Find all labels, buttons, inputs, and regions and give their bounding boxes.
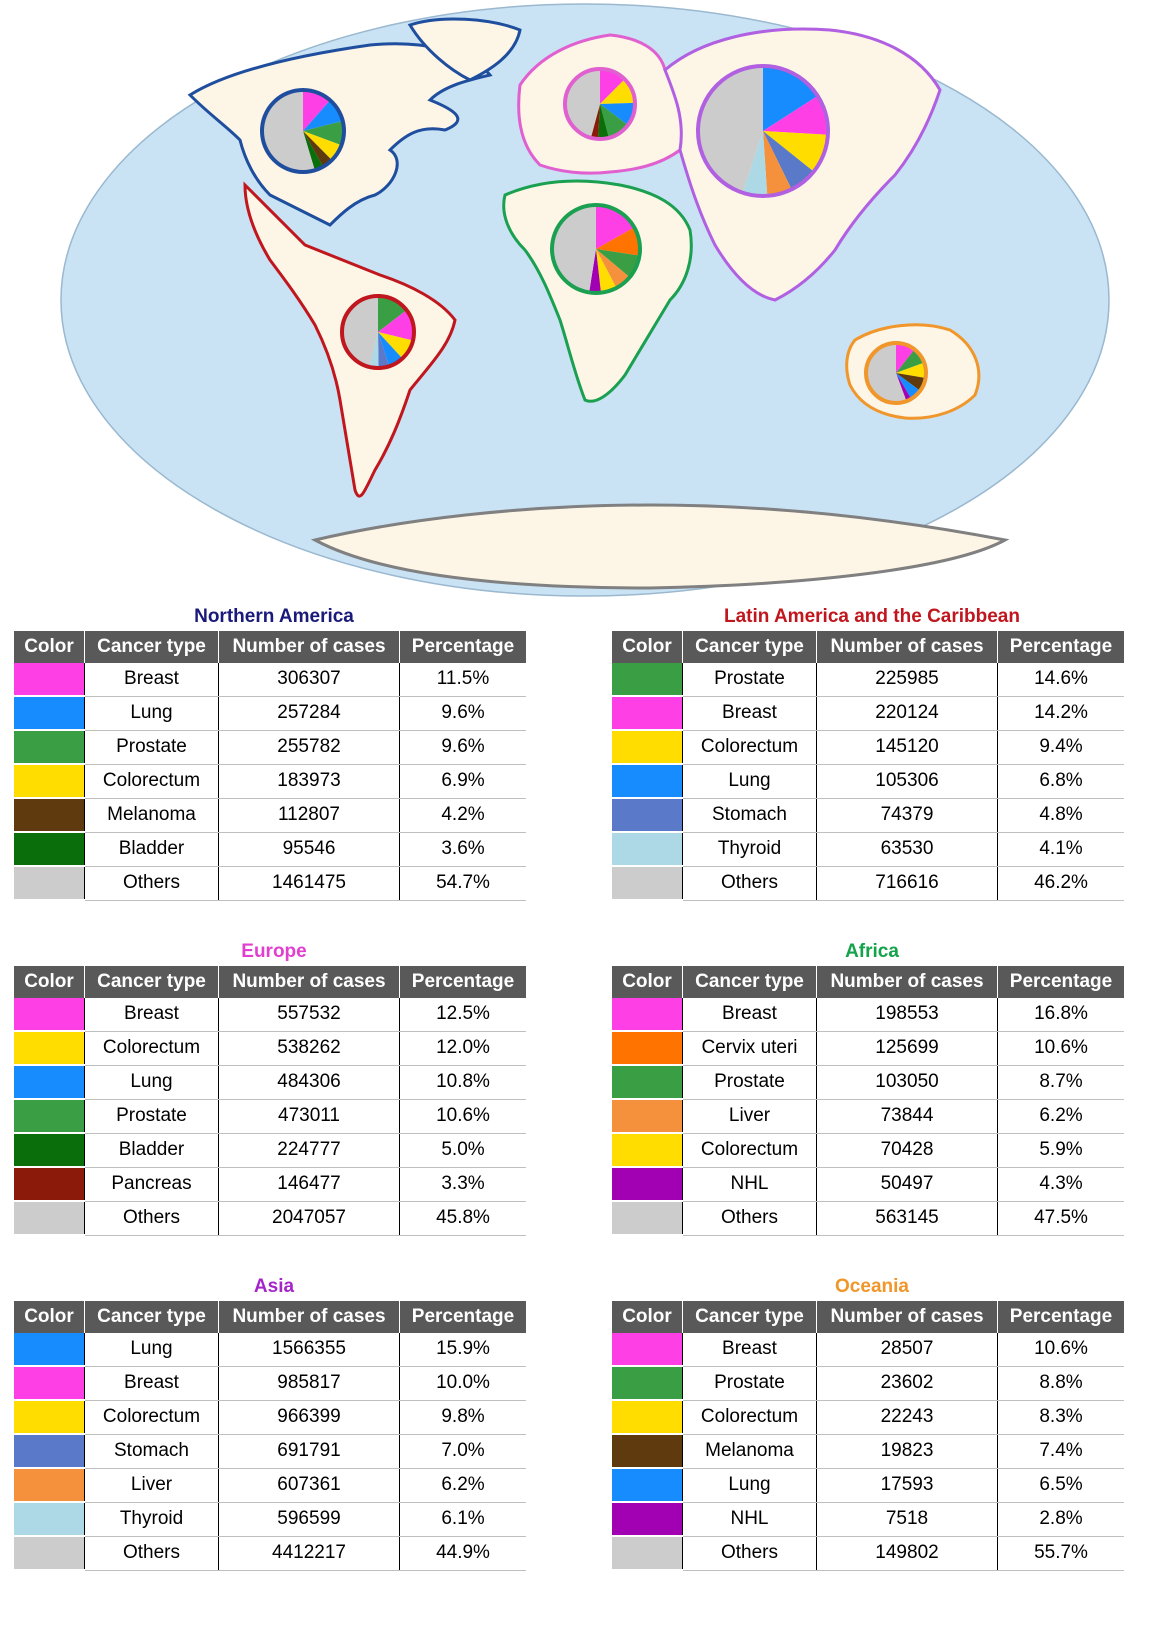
color-swatch — [612, 1031, 683, 1065]
color-swatch — [14, 1065, 85, 1099]
percentage-cell: 4.2% — [400, 798, 527, 832]
header-percentage: Percentage — [998, 966, 1125, 998]
table-row — [612, 1099, 1124, 1133]
cancer-type-cell: Cervix uteri — [683, 1031, 817, 1065]
table-row — [612, 1167, 1124, 1201]
table-row — [14, 764, 526, 798]
cancer-type-cell: Melanoma — [85, 798, 219, 832]
header-cancer-type: Cancer type — [683, 1301, 817, 1333]
region-northern-america — [14, 603, 534, 901]
table-row — [14, 1536, 526, 1570]
cancer-type-cell: Colorectum — [85, 1400, 219, 1434]
cases-cell: 985817 — [219, 1366, 400, 1400]
cases-cell: 50497 — [817, 1167, 998, 1201]
cancer-type-cell: Lung — [85, 1333, 219, 1366]
color-swatch — [612, 832, 683, 866]
color-swatch — [612, 1536, 683, 1570]
cases-cell: 23602 — [817, 1366, 998, 1400]
color-swatch — [612, 1333, 683, 1366]
table-row — [612, 1400, 1124, 1434]
cases-cell: 73844 — [817, 1099, 998, 1133]
cases-cell: 70428 — [817, 1133, 998, 1167]
region-africa — [612, 938, 1132, 1236]
header-color: Color — [14, 966, 85, 998]
color-swatch — [14, 1333, 85, 1366]
cases-cell: 198553 — [817, 998, 998, 1031]
cases-cell: 145120 — [817, 730, 998, 764]
cancer-type-cell: Bladder — [85, 1133, 219, 1167]
percentage-cell: 16.8% — [998, 998, 1125, 1031]
pie-northern-america — [262, 90, 344, 172]
header-color: Color — [14, 1301, 85, 1333]
cases-cell: 224777 — [219, 1133, 400, 1167]
color-swatch — [14, 663, 85, 696]
cancer-type-cell: Prostate — [683, 1366, 817, 1400]
percentage-cell: 8.7% — [998, 1065, 1125, 1099]
cancer-type-cell: Liver — [85, 1468, 219, 1502]
table-row — [14, 1434, 526, 1468]
cancer-type-cell: Colorectum — [683, 1400, 817, 1434]
cases-cell: 74379 — [817, 798, 998, 832]
color-swatch — [612, 1065, 683, 1099]
table-row — [14, 798, 526, 832]
cases-cell: 112807 — [219, 798, 400, 832]
percentage-cell: 14.2% — [998, 696, 1125, 730]
cancer-type-cell: Thyroid — [683, 832, 817, 866]
percentage-cell: 12.5% — [400, 998, 527, 1031]
cases-cell: 257284 — [219, 696, 400, 730]
table-row — [14, 1099, 526, 1133]
table-row — [14, 1502, 526, 1536]
cases-cell: 563145 — [817, 1201, 998, 1235]
cases-cell: 4412217 — [219, 1536, 400, 1570]
color-swatch — [14, 764, 85, 798]
cancer-type-cell: Others — [683, 1201, 817, 1235]
header-cancer-type: Cancer type — [85, 966, 219, 998]
cancer-type-cell: Prostate — [683, 1065, 817, 1099]
cancer-type-cell: Colorectum — [683, 1133, 817, 1167]
percentage-cell: 11.5% — [400, 663, 527, 696]
table-row — [14, 1400, 526, 1434]
table-row — [612, 866, 1124, 900]
color-swatch — [14, 1099, 85, 1133]
color-swatch — [14, 1366, 85, 1400]
cancer-type-cell: Stomach — [85, 1434, 219, 1468]
header-cancer-type: Cancer type — [683, 631, 817, 663]
table-row — [14, 1065, 526, 1099]
percentage-cell: 8.3% — [998, 1400, 1125, 1434]
table-row — [612, 1065, 1124, 1099]
color-swatch — [14, 798, 85, 832]
percentage-cell: 7.4% — [998, 1434, 1125, 1468]
header-cancer-type: Cancer type — [85, 631, 219, 663]
table-row — [14, 1031, 526, 1065]
cases-cell: 1566355 — [219, 1333, 400, 1366]
cases-cell: 557532 — [219, 998, 400, 1031]
table-row — [612, 1434, 1124, 1468]
cancer-type-cell: Others — [85, 1201, 219, 1235]
percentage-cell: 6.2% — [400, 1468, 527, 1502]
header-cancer-type: Cancer type — [85, 1301, 219, 1333]
color-swatch — [14, 730, 85, 764]
percentage-cell: 10.6% — [400, 1099, 527, 1133]
percentage-cell: 7.0% — [400, 1434, 527, 1468]
cancer-type-cell: Stomach — [683, 798, 817, 832]
cancer-type-cell: Breast — [85, 998, 219, 1031]
cancer-table — [612, 966, 1124, 1236]
color-swatch — [612, 1434, 683, 1468]
table-row — [14, 866, 526, 900]
cases-cell: 306307 — [219, 663, 400, 696]
cancer-type-cell: Prostate — [683, 663, 817, 696]
table-row — [612, 730, 1124, 764]
color-swatch — [612, 1167, 683, 1201]
table-row — [612, 1366, 1124, 1400]
percentage-cell: 9.4% — [998, 730, 1125, 764]
color-swatch — [14, 1536, 85, 1570]
percentage-cell: 46.2% — [998, 866, 1125, 900]
color-swatch — [612, 998, 683, 1031]
color-swatch — [14, 832, 85, 866]
percentage-cell: 10.6% — [998, 1333, 1125, 1366]
color-swatch — [612, 1201, 683, 1235]
table-row — [14, 730, 526, 764]
percentage-cell: 10.6% — [998, 1031, 1125, 1065]
region-oceania — [612, 1273, 1132, 1571]
percentage-cell: 9.6% — [400, 696, 527, 730]
cancer-type-cell: Breast — [683, 696, 817, 730]
color-swatch — [612, 1133, 683, 1167]
cancer-table — [14, 631, 526, 901]
percentage-cell: 5.0% — [400, 1133, 527, 1167]
table-row — [612, 663, 1124, 696]
color-swatch — [612, 696, 683, 730]
cancer-table — [14, 966, 526, 1236]
cases-cell: 716616 — [817, 866, 998, 900]
percentage-cell: 12.0% — [400, 1031, 527, 1065]
header-color: Color — [14, 631, 85, 663]
header-percentage: Percentage — [998, 631, 1125, 663]
region-title: Northern America — [194, 606, 354, 627]
header-percentage: Percentage — [400, 966, 527, 998]
table-row — [14, 832, 526, 866]
color-swatch — [14, 1167, 85, 1201]
percentage-cell: 8.8% — [998, 1366, 1125, 1400]
table-row — [14, 1366, 526, 1400]
table-row — [612, 1333, 1124, 1366]
header-color: Color — [612, 1301, 683, 1333]
cases-cell: 63530 — [817, 832, 998, 866]
header-cancer-type: Cancer type — [683, 966, 817, 998]
color-swatch — [612, 764, 683, 798]
table-row — [14, 663, 526, 696]
color-swatch — [612, 730, 683, 764]
header-number-of-cases: Number of cases — [219, 631, 400, 663]
percentage-cell: 4.1% — [998, 832, 1125, 866]
world-map — [0, 0, 1162, 610]
color-swatch — [14, 866, 85, 900]
color-swatch — [612, 663, 683, 696]
color-swatch — [612, 1400, 683, 1434]
cancer-type-cell: Others — [85, 1536, 219, 1570]
cancer-type-cell: Breast — [85, 663, 219, 696]
table-row — [612, 764, 1124, 798]
cancer-type-cell: Breast — [85, 1366, 219, 1400]
cases-cell: 596599 — [219, 1502, 400, 1536]
cases-cell: 1461475 — [219, 866, 400, 900]
cases-cell: 19823 — [817, 1434, 998, 1468]
cases-cell: 538262 — [219, 1031, 400, 1065]
cases-cell: 28507 — [817, 1333, 998, 1366]
region-title: Latin America and the Caribbean — [724, 606, 1020, 627]
color-swatch — [612, 1502, 683, 1536]
cancer-type-cell: Colorectum — [85, 1031, 219, 1065]
color-swatch — [14, 1434, 85, 1468]
percentage-cell: 4.3% — [998, 1167, 1125, 1201]
color-swatch — [14, 1400, 85, 1434]
cases-cell: 95546 — [219, 832, 400, 866]
header-number-of-cases: Number of cases — [817, 1301, 998, 1333]
pie-africa — [552, 205, 640, 293]
percentage-cell: 45.8% — [400, 1201, 527, 1235]
cases-cell: 103050 — [817, 1065, 998, 1099]
percentage-cell: 6.2% — [998, 1099, 1125, 1133]
table-row — [612, 1201, 1124, 1235]
color-swatch — [612, 1468, 683, 1502]
table-row — [14, 1201, 526, 1235]
cases-cell: 22243 — [817, 1400, 998, 1434]
cases-cell: 966399 — [219, 1400, 400, 1434]
percentage-cell: 3.3% — [400, 1167, 527, 1201]
percentage-cell: 6.8% — [998, 764, 1125, 798]
region-europe — [14, 938, 534, 1236]
percentage-cell: 55.7% — [998, 1536, 1125, 1570]
table-row — [14, 998, 526, 1031]
table-row — [14, 1167, 526, 1201]
cases-cell: 255782 — [219, 730, 400, 764]
table-row — [14, 696, 526, 730]
cancer-type-cell: Lung — [683, 1468, 817, 1502]
cancer-type-cell: Others — [683, 866, 817, 900]
table-row — [612, 1031, 1124, 1065]
cases-cell: 220124 — [817, 696, 998, 730]
percentage-cell: 15.9% — [400, 1333, 527, 1366]
cancer-type-cell: Others — [85, 866, 219, 900]
header-color: Color — [612, 966, 683, 998]
percentage-cell: 10.0% — [400, 1366, 527, 1400]
cancer-type-cell: Lung — [85, 1065, 219, 1099]
table-row — [612, 998, 1124, 1031]
header-number-of-cases: Number of cases — [817, 631, 998, 663]
pie-asia — [698, 66, 828, 196]
table-row — [612, 832, 1124, 866]
header-color: Color — [612, 631, 683, 663]
cases-cell: 225985 — [817, 663, 998, 696]
percentage-cell: 6.5% — [998, 1468, 1125, 1502]
table-row — [14, 1468, 526, 1502]
header-number-of-cases: Number of cases — [219, 1301, 400, 1333]
percentage-cell: 14.6% — [998, 663, 1125, 696]
cancer-type-cell: Prostate — [85, 1099, 219, 1133]
cases-cell: 473011 — [219, 1099, 400, 1133]
cases-cell: 7518 — [817, 1502, 998, 1536]
color-swatch — [14, 1502, 85, 1536]
cancer-table — [612, 1301, 1124, 1571]
cancer-type-cell: Bladder — [85, 832, 219, 866]
cancer-table — [612, 631, 1124, 901]
percentage-cell: 3.6% — [400, 832, 527, 866]
header-percentage: Percentage — [400, 631, 527, 663]
region-title: Europe — [241, 941, 307, 962]
color-swatch — [612, 798, 683, 832]
color-swatch — [14, 1201, 85, 1235]
cancer-type-cell: Thyroid — [85, 1502, 219, 1536]
percentage-cell: 54.7% — [400, 866, 527, 900]
region-latin-america — [612, 603, 1132, 901]
percentage-cell: 9.6% — [400, 730, 527, 764]
cancer-type-cell: Prostate — [85, 730, 219, 764]
region-title: Oceania — [835, 1276, 909, 1297]
cancer-type-cell: Others — [683, 1536, 817, 1570]
region-title: Asia — [253, 1276, 295, 1297]
pie-latin-america — [342, 296, 414, 368]
color-swatch — [14, 998, 85, 1031]
cancer-type-cell: NHL — [683, 1167, 817, 1201]
header-percentage: Percentage — [998, 1301, 1125, 1333]
cancer-type-cell: Lung — [85, 696, 219, 730]
pie-oceania — [866, 343, 926, 403]
table-row — [612, 1502, 1124, 1536]
table-row — [612, 1536, 1124, 1570]
cases-cell: 105306 — [817, 764, 998, 798]
cases-cell: 2047057 — [219, 1201, 400, 1235]
percentage-cell: 4.8% — [998, 798, 1125, 832]
percentage-cell: 6.1% — [400, 1502, 527, 1536]
color-swatch — [612, 1099, 683, 1133]
percentage-cell: 2.8% — [998, 1502, 1125, 1536]
color-swatch — [14, 1031, 85, 1065]
percentage-cell: 44.9% — [400, 1536, 527, 1570]
table-row — [612, 1468, 1124, 1502]
cases-cell: 17593 — [817, 1468, 998, 1502]
cancer-type-cell: Melanoma — [683, 1434, 817, 1468]
cases-cell: 607361 — [219, 1468, 400, 1502]
percentage-cell: 9.8% — [400, 1400, 527, 1434]
cancer-type-cell: Lung — [683, 764, 817, 798]
color-swatch — [14, 696, 85, 730]
table-row — [612, 1133, 1124, 1167]
region-asia — [14, 1273, 534, 1571]
percentage-cell: 47.5% — [998, 1201, 1125, 1235]
cases-cell: 484306 — [219, 1065, 400, 1099]
header-percentage: Percentage — [400, 1301, 527, 1333]
percentage-cell: 10.8% — [400, 1065, 527, 1099]
color-swatch — [612, 1366, 683, 1400]
color-swatch — [14, 1468, 85, 1502]
cancer-table — [14, 1301, 526, 1571]
cancer-type-cell: Breast — [683, 998, 817, 1031]
region-title: Africa — [845, 941, 899, 962]
cases-cell: 183973 — [219, 764, 400, 798]
table-row — [612, 696, 1124, 730]
table-row — [612, 798, 1124, 832]
cases-cell: 146477 — [219, 1167, 400, 1201]
table-row — [14, 1133, 526, 1167]
color-swatch — [612, 866, 683, 900]
color-swatch — [14, 1133, 85, 1167]
pie-europe — [565, 69, 635, 139]
header-number-of-cases: Number of cases — [219, 966, 400, 998]
cases-cell: 125699 — [817, 1031, 998, 1065]
cancer-type-cell: NHL — [683, 1502, 817, 1536]
percentage-cell: 5.9% — [998, 1133, 1125, 1167]
cases-cell: 691791 — [219, 1434, 400, 1468]
cancer-type-cell: Breast — [683, 1333, 817, 1366]
cancer-type-cell: Pancreas — [85, 1167, 219, 1201]
cancer-type-cell: Colorectum — [683, 730, 817, 764]
table-row — [14, 1333, 526, 1366]
cancer-type-cell: Colorectum — [85, 764, 219, 798]
cases-cell: 149802 — [817, 1536, 998, 1570]
cancer-type-cell: Liver — [683, 1099, 817, 1133]
header-number-of-cases: Number of cases — [817, 966, 998, 998]
percentage-cell: 6.9% — [400, 764, 527, 798]
